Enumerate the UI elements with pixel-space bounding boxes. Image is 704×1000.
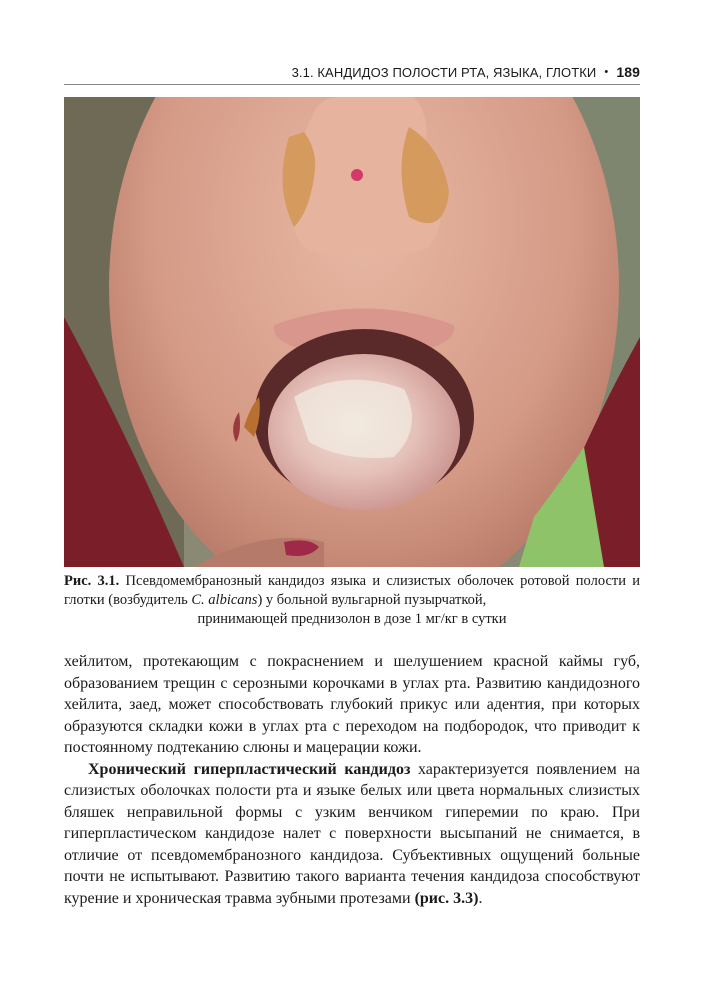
header-bullet: •: [604, 66, 609, 78]
running-header: [64, 60, 640, 85]
paragraph-2-end: .: [478, 889, 483, 907]
clinical-photo: [64, 97, 640, 567]
paragraph-2: [64, 759, 640, 910]
body-text: [64, 651, 640, 909]
paragraph-2-text: характеризуется появлением на слизистых оболочках полости рта и языке белых или цвета нормальных слизистых бляшек неправильной формы с узким венчиком гиперемии по краю. При гиперпластическом кандидозе налет с поверхности высыпаний не снимается, в отличие от псевдомембранозного кандидоза. Субъективных ощущений больные почти не испытывают. Развитию такого варианта течения кандидоза способствуют курение и хроническая травма зубными протезами: [64, 760, 640, 907]
section-title: 3.1. КАНДИДОЗ ПОЛОСТИ РТА, ЯЗЫКА, ГЛОТКИ: [291, 64, 597, 80]
caption-pathogen: C. albicans: [191, 592, 258, 608]
caption-text-2: ) у больной вульгарной пузырчаткой,: [257, 592, 487, 608]
page-number: 189: [616, 64, 640, 80]
figure-label: Рис. 3.1.: [64, 573, 120, 589]
caption-text-1: Псевдомембранозный кандидоз языка и слизистых оболочек ротовой полости и глотки (возбудитель: [64, 573, 640, 608]
paragraph-1: хейлитом, протекающим с покраснением и шелушением красной каймы губ, образованием трещин с серозными корочками в углах рта. Развитию кандидозного хейлита, заед, может способствовать глубокий прикус или адентия, при которых образуются складки кожи в углах рта с переходом на подбородок, что приводит к постоянному подтеканию слюны и мацерации кожи.: [64, 653, 640, 756]
figure-caption: [64, 572, 640, 629]
clinical-photo-illustration: [64, 97, 640, 567]
caption-text-3: принимающей преднизолон в дозе 1 мг/кг в сутки: [197, 611, 507, 627]
paragraph-2-term: Хронический гиперпластический кандидоз: [88, 760, 411, 778]
figure-reference-link[interactable]: (рис. 3.3): [414, 889, 479, 907]
